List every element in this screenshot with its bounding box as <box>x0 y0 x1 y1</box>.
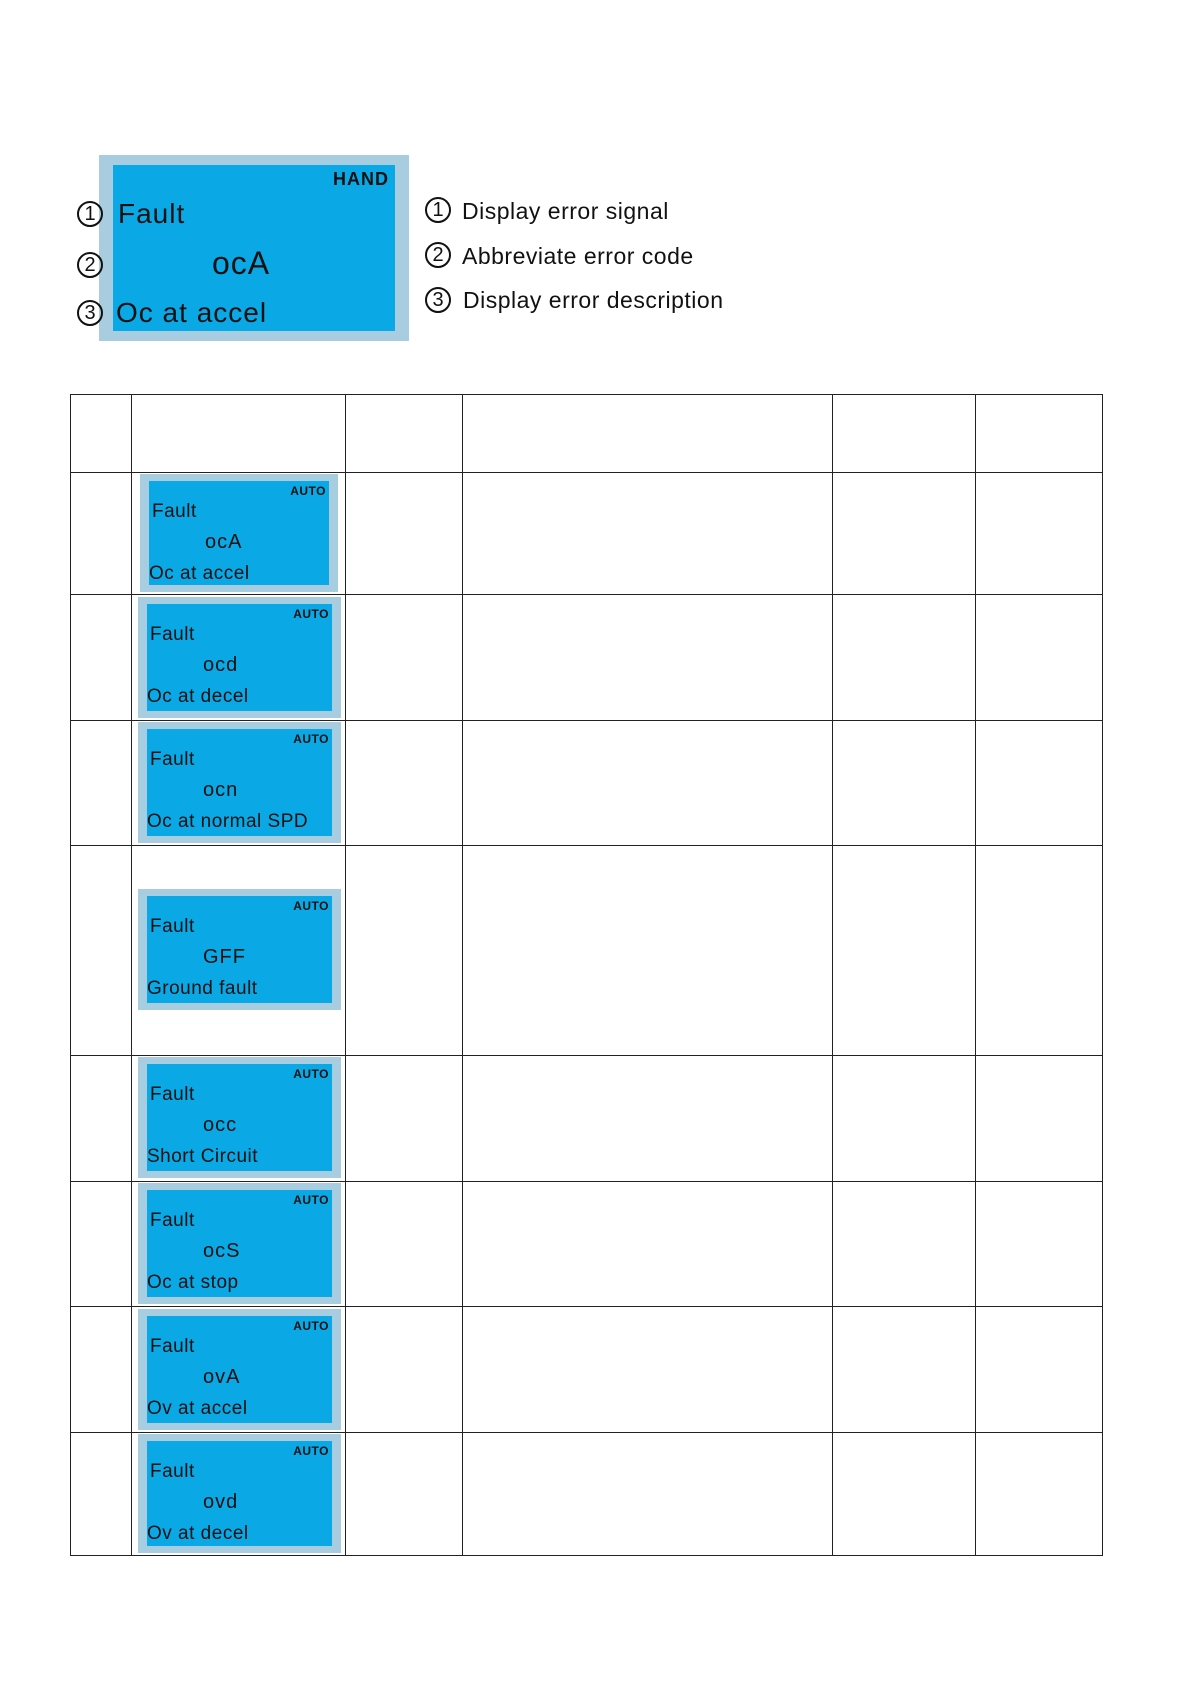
table-border <box>70 394 71 1556</box>
table-border <box>70 394 1103 395</box>
display-error-signal: Fault <box>150 1461 195 1482</box>
display-mode-indicator: AUTO <box>293 1444 329 1458</box>
header-divider <box>70 472 1103 473</box>
callout-marker-2: 2 <box>77 252 103 278</box>
display-error-description: Ov at decel <box>147 1523 249 1544</box>
display-mode-indicator: AUTO <box>293 899 329 913</box>
row-divider <box>70 1181 1103 1182</box>
display-error-code: ovd <box>203 1491 239 1513</box>
display-error-description: Ov at accel <box>147 1398 248 1419</box>
lcd-screen <box>147 1064 332 1171</box>
row-divider <box>70 845 1103 846</box>
lcd-screen <box>113 165 395 331</box>
row-divider <box>70 594 1103 595</box>
legend-item-3: Display error description <box>463 287 724 313</box>
display-mode-indicator: AUTO <box>293 1319 329 1333</box>
row-divider <box>70 1432 1103 1433</box>
column-divider <box>131 394 132 1556</box>
display-error-signal: Fault <box>150 749 195 770</box>
display-mode-indicator: AUTO <box>293 1193 329 1207</box>
lcd-screen <box>147 1441 332 1546</box>
lcd-screen <box>147 1316 332 1423</box>
callout-marker-3: 3 <box>77 300 103 326</box>
display-error-signal: Fault <box>150 1084 195 1105</box>
table-row-keypad-display <box>138 889 341 1010</box>
table-row-keypad-display <box>140 474 338 592</box>
lcd-screen <box>147 604 332 711</box>
display-mode-indicator: HAND <box>333 169 389 189</box>
display-error-signal: Fault <box>150 624 195 645</box>
table-row-keypad-display <box>138 597 341 718</box>
display-error-description: Oc at accel <box>149 563 250 584</box>
display-error-code: ocA <box>205 531 243 553</box>
display-error-code: GFF <box>203 946 246 968</box>
display-error-signal: Fault <box>150 916 195 937</box>
table-row-keypad-display <box>138 1057 341 1178</box>
table-row-keypad-display <box>138 1183 341 1304</box>
display-error-code: ocn <box>203 779 239 801</box>
display-error-description: Oc at decel <box>147 686 249 707</box>
display-error-signal: Fault <box>150 1210 195 1231</box>
legend-keypad-display <box>99 155 409 341</box>
table-border <box>1102 394 1103 1556</box>
column-divider <box>832 394 833 1556</box>
row-divider <box>70 1055 1103 1056</box>
lcd-screen <box>147 896 332 1003</box>
table-row-keypad-display <box>138 1309 341 1430</box>
display-error-signal: Fault <box>118 198 186 229</box>
column-divider <box>345 394 346 1556</box>
display-error-code: ocd <box>203 654 239 676</box>
display-mode-indicator: AUTO <box>293 732 329 746</box>
column-divider <box>462 394 463 1556</box>
display-error-code: ovA <box>203 1366 241 1388</box>
display-error-description: Oc at normal SPD <box>147 811 309 832</box>
display-error-signal: Fault <box>152 501 197 522</box>
row-divider <box>70 720 1103 721</box>
display-mode-indicator: AUTO <box>293 607 329 621</box>
legend-item-1: Display error signal <box>462 198 669 224</box>
legend-marker-1: 1 <box>425 197 451 223</box>
display-error-description: Oc at stop <box>147 1272 239 1293</box>
lcd-screen <box>147 729 332 836</box>
display-error-signal: Fault <box>150 1336 195 1357</box>
lcd-screen <box>149 481 329 585</box>
legend-marker-3: 3 <box>425 287 451 313</box>
legend-item-2: Abbreviate error code <box>462 243 694 269</box>
display-error-description: Ground fault <box>147 978 258 999</box>
display-error-description: Short Circuit <box>147 1146 259 1167</box>
table-row-keypad-display <box>138 722 341 843</box>
display-error-code: occ <box>203 1114 238 1136</box>
table-border <box>70 1555 1103 1556</box>
display-mode-indicator: AUTO <box>290 484 326 498</box>
lcd-screen <box>147 1190 332 1297</box>
fault-code-table <box>70 394 1103 1556</box>
column-divider <box>975 394 976 1556</box>
row-divider <box>70 1306 1103 1307</box>
table-row-keypad-display <box>138 1434 341 1553</box>
display-error-code: ocA <box>212 245 271 281</box>
callout-marker-1: 1 <box>77 201 103 227</box>
legend-marker-2: 2 <box>425 242 451 268</box>
display-error-description: Oc at accel <box>116 297 268 328</box>
display-error-code: ocS <box>203 1240 241 1262</box>
display-mode-indicator: AUTO <box>293 1067 329 1081</box>
